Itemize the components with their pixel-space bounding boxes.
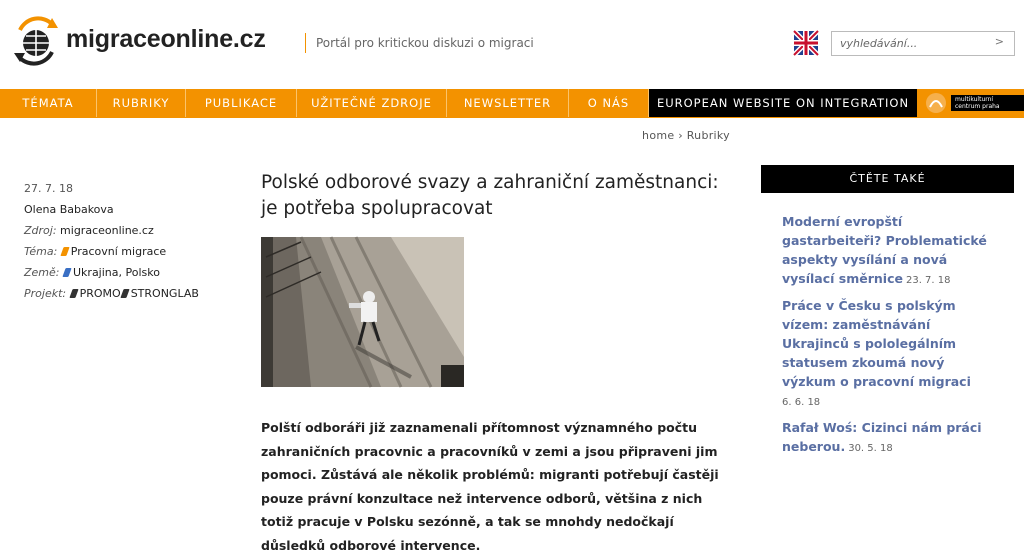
mkc-logo-icon (925, 92, 947, 114)
meta-project (24, 283, 199, 304)
nav-item-publikace[interactable]: PUBLIKACE (186, 89, 297, 117)
project-value-promo[interactable]: PROMO (79, 287, 121, 300)
nav-item-rubriky[interactable]: RUBRIKY (97, 89, 186, 117)
country-label: Země: (24, 266, 60, 279)
globe-logo-icon (12, 16, 60, 62)
source-value[interactable]: migraceonline.cz (60, 224, 154, 237)
nav-item-newsletter[interactable]: NEWSLETTER (447, 89, 569, 117)
topic-label: Téma: (24, 245, 58, 258)
site-logo[interactable] (12, 16, 266, 62)
tag-icon (120, 289, 129, 298)
list-item (782, 295, 992, 409)
related-articles-list (782, 211, 992, 463)
related-article-date: 30. 5. 18 (848, 443, 893, 454)
search-input[interactable] (832, 32, 982, 55)
nav-item-uzitecne-zdroje[interactable]: UŽITEČNÉ ZDROJE (297, 89, 447, 117)
breadcrumb[interactable]: home › Rubriky (642, 129, 730, 142)
tag-icon (69, 289, 78, 298)
topic-value[interactable]: Pracovní migrace (70, 245, 167, 258)
related-article-link[interactable]: Moderní evropští gastarbeiteři? Problematické aspekty vysílání a nová vysílací směrnice (782, 214, 987, 286)
meta-source (24, 220, 199, 241)
english-flag-icon[interactable] (794, 31, 818, 55)
project-value-stronglab[interactable]: STRONGLAB (130, 287, 199, 300)
article-date: 27. 7. 18 (24, 182, 73, 195)
tag-icon (62, 268, 71, 277)
search-box (831, 31, 1015, 56)
search-submit-button[interactable]: > (994, 35, 1004, 48)
related-article-link[interactable]: Práce v Česku s polským vízem: zaměstnávání Ukrajinců s pololegálním statusem zkoumá nový výzkum o pracovní migraci (782, 298, 971, 389)
partner-text: multikulturní centrum praha (951, 95, 1024, 111)
country-value-ukrajina[interactable]: Ukrajina (73, 266, 119, 279)
site-tagline: Portál pro kritickou diskuzi o migraci (305, 33, 534, 53)
related-article-date: 6. 6. 18 (782, 397, 821, 408)
related-article-link[interactable]: Rafał Woś: Cizinci nám práci neberou. (782, 420, 982, 454)
meta-topic (24, 241, 199, 262)
country-value-polsko[interactable]: Polsko (125, 266, 160, 279)
nav-item-temata[interactable]: TÉMATA (0, 89, 97, 117)
article-body: Polští odboráři již zaznamenali přítomnost významného počtu zahraničních pracovnic a pracovníků v zemi a jsou připraveni jim pomoci. Zůstává ale několik problémů: migranti potřebují častěji pouze právní konzultace než intervence odborů, většina z nich totiž pracuje v Polsku sezónně, a tak se mnohdy nedočkají důsledků odborové intervence. (261, 420, 719, 553)
project-label: Projekt: (24, 287, 67, 300)
sidebar-heading: ČTĚTE TAKÉ (761, 165, 1014, 193)
nav-item-european-website[interactable]: EUROPEAN WEBSITE ON INTEGRATION (649, 89, 917, 117)
article-title: Polské odborové svazy a zahraniční zaměstnanci: je potřeba spolupracovat (261, 172, 719, 219)
main-nav (0, 89, 1024, 118)
meta-country: Země: Ukrajina, Polsko (24, 266, 160, 279)
related-article-date: 23. 7. 18 (905, 275, 951, 286)
tag-icon (60, 247, 69, 256)
article-author[interactable]: Olena Babakova (24, 203, 114, 216)
list-item (782, 211, 992, 287)
partner-logo[interactable] (922, 89, 1024, 117)
source-label: Zdroj: (24, 224, 57, 237)
article-meta (24, 178, 199, 304)
article-photo (261, 237, 464, 387)
nav-item-o-nas[interactable]: O NÁS (569, 89, 649, 117)
list-item (782, 417, 992, 455)
logo-text: migraceonline.cz (66, 24, 266, 53)
